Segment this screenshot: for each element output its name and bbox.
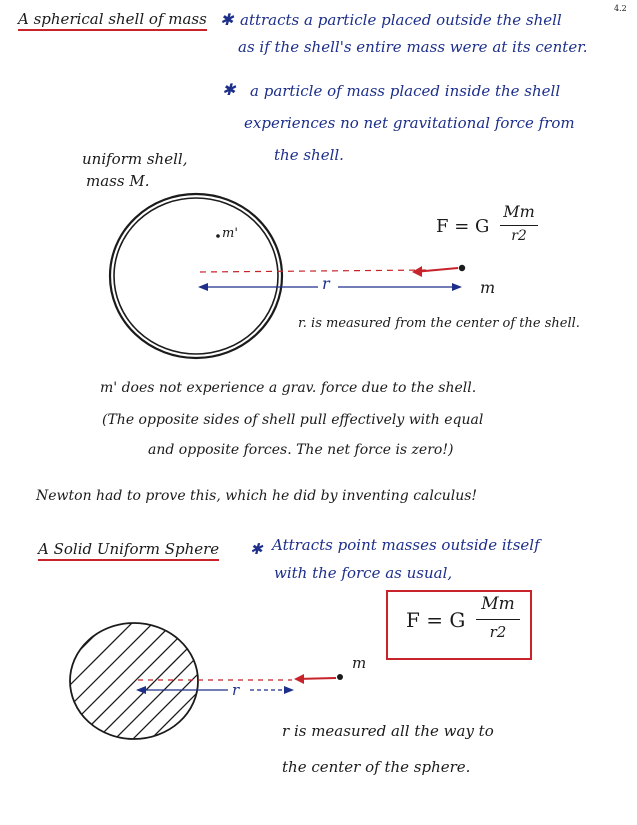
shell-m-label: m	[480, 278, 496, 297]
sphere-r-label: r	[232, 681, 240, 699]
shell-r-note: r. is measured from the center of the shell.	[298, 316, 580, 331]
shell-mass-dot	[459, 265, 465, 271]
shell-r-label: r	[322, 274, 330, 293]
note-line2: (The opposite sides of shell pull effectively with equal	[102, 412, 484, 428]
bullet-star-2: ✱	[222, 80, 236, 99]
bullet-star-3: ✱	[250, 540, 263, 558]
bullet2-line3: the shell.	[274, 146, 344, 164]
sphere-bullet-line2: with the force as usual,	[274, 564, 453, 582]
inner-mass-dot	[216, 234, 220, 238]
formula2-numerator: Mm	[481, 594, 515, 614]
bullet2-line1: a particle of mass placed inside the shell	[250, 82, 561, 100]
formula1-lhs: F = G	[436, 216, 490, 237]
formula1-numerator: Mm	[503, 202, 535, 221]
sphere-hatching	[40, 608, 218, 748]
formula1-denominator: r2	[511, 228, 527, 244]
sphere-bullet-line1: Attracts point masses outside itself	[272, 536, 540, 554]
bullet1-line1: attracts a particle placed outside the shell	[240, 11, 562, 29]
note-line4: Newton had to prove this, which he did by inventing calculus!	[36, 488, 478, 504]
note-line1: m' does not experience a grav. force due to the shell.	[100, 380, 477, 396]
sphere-note-line2: the center of the sphere.	[282, 758, 471, 776]
formula1-fraction-bar	[500, 225, 538, 226]
sphere-note-line1: r is measured all the way to	[282, 722, 494, 740]
shell-caption-line2: mass M.	[86, 172, 150, 190]
inner-mass-label: m'	[222, 226, 238, 241]
note-line3: and opposite forces. The net force is zero!)	[148, 442, 454, 458]
solid-sphere-heading: A Solid Uniform Sphere	[38, 540, 219, 561]
sphere-m-label: m	[352, 654, 367, 672]
bullet2-line2: experiences no net gravitational force from	[244, 114, 575, 132]
sphere-mass-dot	[337, 674, 343, 680]
bullet-star-1: ✱	[220, 10, 234, 29]
bullet1-line2: as if the shell's entire mass were at its center.	[238, 38, 588, 56]
shell-heading: A spherical shell of mass	[18, 10, 207, 31]
shell-dashed-line	[200, 270, 430, 272]
page-number: 4.2	[614, 4, 627, 13]
formula2-fraction-bar	[476, 619, 520, 620]
shell-caption-line1: uniform shell,	[82, 150, 188, 168]
formula2-denominator: r2	[489, 623, 507, 641]
formula2-lhs: F = G	[406, 608, 466, 632]
shell-inner-circle	[114, 198, 278, 354]
shell-outer-circle	[110, 194, 282, 358]
